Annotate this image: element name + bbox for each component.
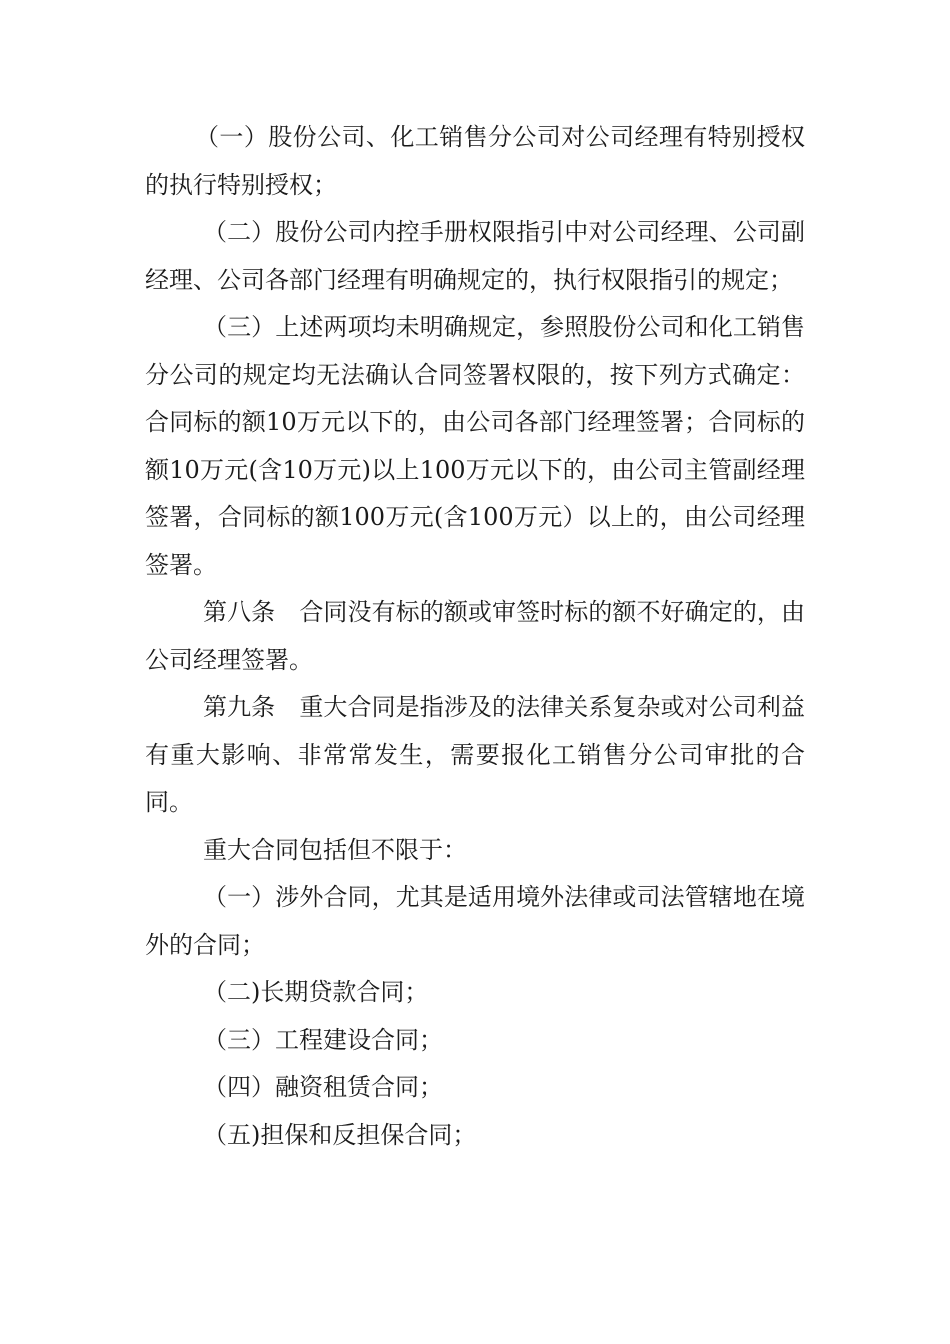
article-9-text: 重大合同是指涉及的法律关系复杂或对公司利益有重大影响、非常常发生，需要报化工销售分公司审批的合同。 — [145, 693, 805, 816]
article-9-heading: 第九条 — [203, 693, 276, 721]
list-item-2: （二)长期贷款合同； — [203, 978, 429, 1006]
paragraph-authorization-1: （一）股份公司、化工销售分公司对公司经理有特别授权的执行特别授权； — [145, 123, 805, 199]
article-9 — [145, 684, 805, 827]
list-intro: 重大合同包括但不限于： — [203, 835, 467, 864]
list-item-5: （五)担保和反担保合同； — [203, 1120, 477, 1149]
paragraph-authorization-2: （二）股份公司内控手册权限指引中对公司经理、公司副经理、公司各部门经理有明确规定的，执行权限指引的规定； — [145, 218, 805, 294]
article-8 — [145, 589, 805, 684]
article-8-text: 合同没有标的额或审签时标的额不好确定的，由公司经理签署。 — [145, 598, 805, 674]
article-8-heading: 第八条 — [203, 598, 276, 626]
list-item-1: （一）涉外合同，尤其是适用境外法律或司法管辖地在境外的合同； — [145, 883, 805, 959]
document-body — [145, 114, 805, 1159]
paragraph-authorization-3: （三）上述两项均未明确规定，参照股份公司和化工销售分公司的规定均无法确认合同签署权限的，按下列方式确定：合同标的额10万元以下的，由公司各部门经理签署；合同标的额10万元(含10万元)以上100万元以下的，由公司主管副经理签署，合同标的额100万元(含100万元）以上的，由公司经理签署。 — [145, 313, 805, 579]
list-item-3: （三）工程建设合同； — [203, 1025, 443, 1054]
list-item-4: （四）融资租赁合同； — [203, 1073, 443, 1101]
